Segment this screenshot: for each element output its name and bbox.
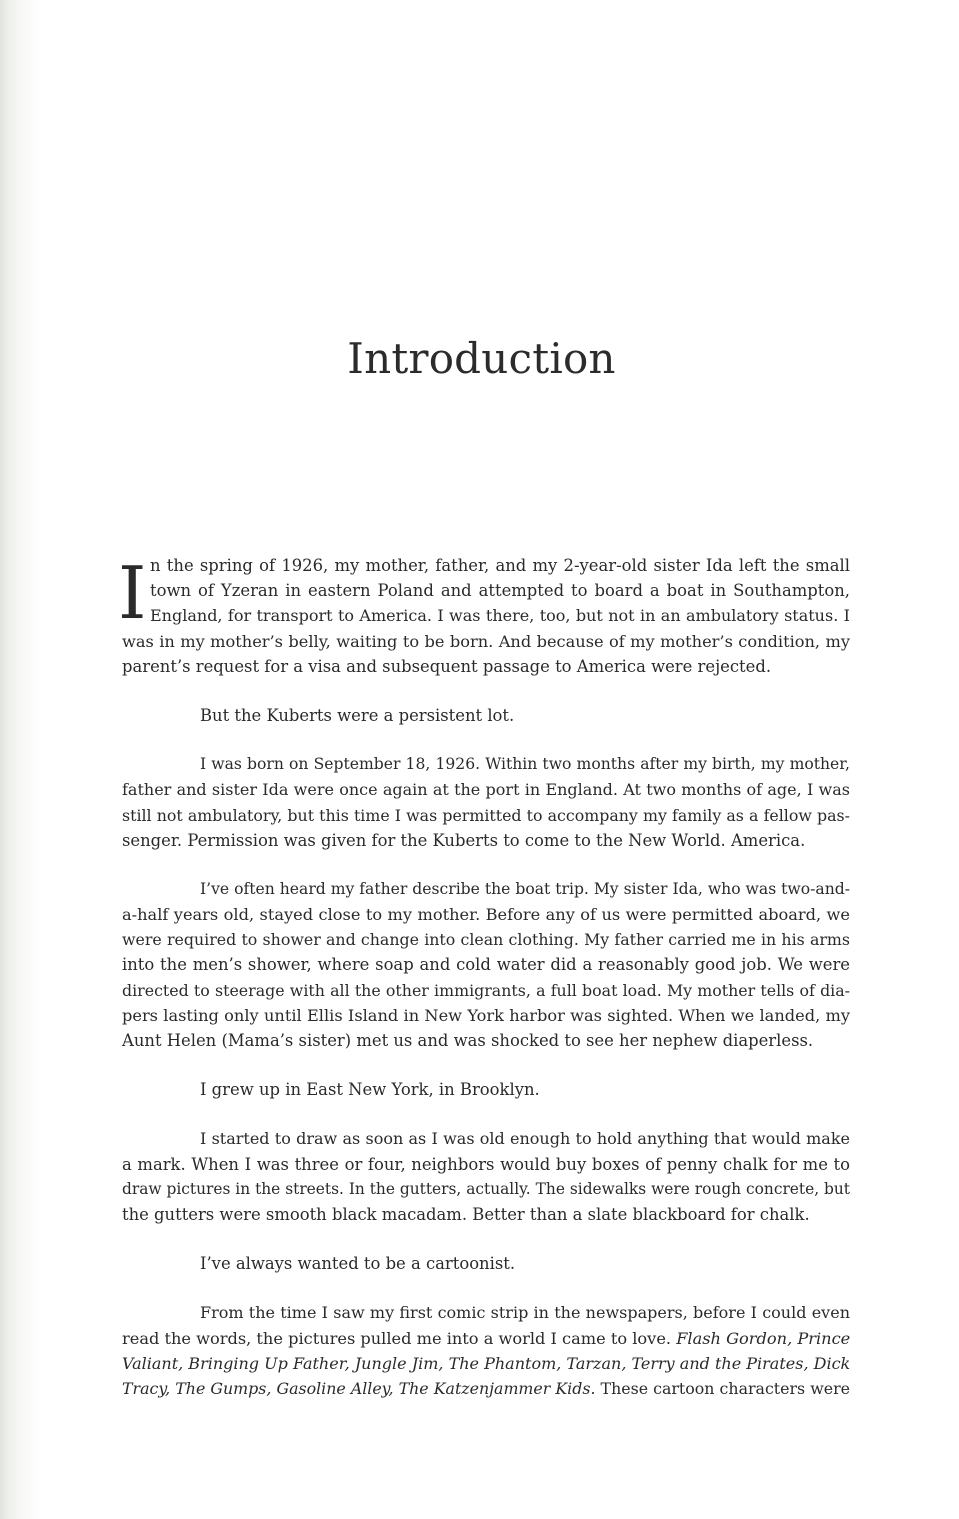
text-line: From the time I saw my first comic strip in the newspapers, before I could even <box>200 1303 850 1323</box>
text-line <box>122 1376 850 1401</box>
text-line: father and sister Ida were once again at the port in England. At two months of age, I was <box>122 780 850 800</box>
paragraph-3 <box>122 752 850 853</box>
text-run: read the words, the pictures pulled me into a world I came to love. <box>122 1328 677 1348</box>
chapter-body <box>118 551 851 1401</box>
paragraph-2 <box>122 703 850 728</box>
italic-comic-titles: Flash Gordon, Prince <box>676 1328 851 1348</box>
text-line: I started to draw as soon as I was old enough to hold anything that would make <box>200 1129 850 1149</box>
text-line: a-half years old, stayed close to my mother. Before any of us were permitted aboard, we <box>122 905 850 925</box>
text-line: directed to steerage with all the other immigrants, a full boat load. My mother tells of dia- <box>122 980 850 1000</box>
text-run: These cartoon characters were <box>595 1378 850 1398</box>
text-line: town of Yzeran in eastern Poland and attempted to board a boat in Southampton, <box>150 581 850 601</box>
text-line: into the men’s shower, where soap and cold water did a reasonably good job. We were <box>122 955 850 975</box>
text-line: senger. Permission was given for the Kuberts to come to the New World. America. <box>122 830 806 850</box>
text-line: I’ve often heard my father describe the boat trip. My sister Ida, who was two-and- <box>200 879 851 898</box>
paragraph-8 <box>122 1300 850 1401</box>
chapter-title: Introduction <box>347 334 616 383</box>
text-line: I’ve always wanted to be a cartoonist. <box>200 1254 516 1274</box>
text-line: the gutters were smooth black macadam. Better than a slate blackboard for chalk. <box>122 1204 810 1224</box>
italic-comic-titles: Valiant, Bringing Up Father, Jungle Jim, The Phantom, Tarzan, Terry and the Pirates, Dick <box>122 1353 851 1373</box>
drop-cap: I <box>118 551 147 635</box>
text-line: England, for transport to America. I was there, too, but not in an ambulatory status. I <box>150 606 850 626</box>
text-line: I grew up in East New York, in Brooklyn. <box>200 1080 540 1100</box>
paragraph-7 <box>122 1251 850 1276</box>
text-line: Aunt Helen (Mama’s sister) met us and was shocked to see her nephew diaperless. <box>122 1031 814 1050</box>
text-line: still not ambulatory, but this time I was permitted to accompany my family as a fellow pas- <box>122 805 850 825</box>
paragraph-1 <box>118 551 850 679</box>
paragraph-5 <box>122 1077 850 1102</box>
text-line <box>122 1326 850 1351</box>
text-line: parent’s request for a visa and subsequent passage to America were rejected. <box>122 656 772 676</box>
text-line: was in my mother’s belly, waiting to be born. And because of my mother’s condition, my <box>122 631 850 651</box>
text-line: I was born on September 18, 1926. Within two months after my birth, my mother, <box>200 755 850 774</box>
paragraph-6 <box>122 1126 850 1227</box>
paragraph-4 <box>122 877 850 1053</box>
text-line: a mark. When I was three or four, neighbors would buy boxes of penny chalk for me to <box>122 1154 850 1174</box>
text-line: But the Kuberts were a persistent lot. <box>200 705 515 725</box>
italic-comic-titles: Tracy, The Gumps, Gasoline Alley, The Katzenjammer Kids. <box>122 1378 596 1398</box>
text-line: n the spring of 1926, my mother, father, and my 2-year-old sister Ida left the small <box>150 556 850 575</box>
text-line: draw pictures in the streets. In the gutters, actually. The sidewalks were rough concrete, but <box>122 1179 850 1198</box>
text-line: pers lasting only until Ellis Island in New York harbor was sighted. When we landed, my <box>122 1005 850 1025</box>
text-line: were required to shower and change into clean clothing. My father carried me in his arms <box>122 930 850 950</box>
